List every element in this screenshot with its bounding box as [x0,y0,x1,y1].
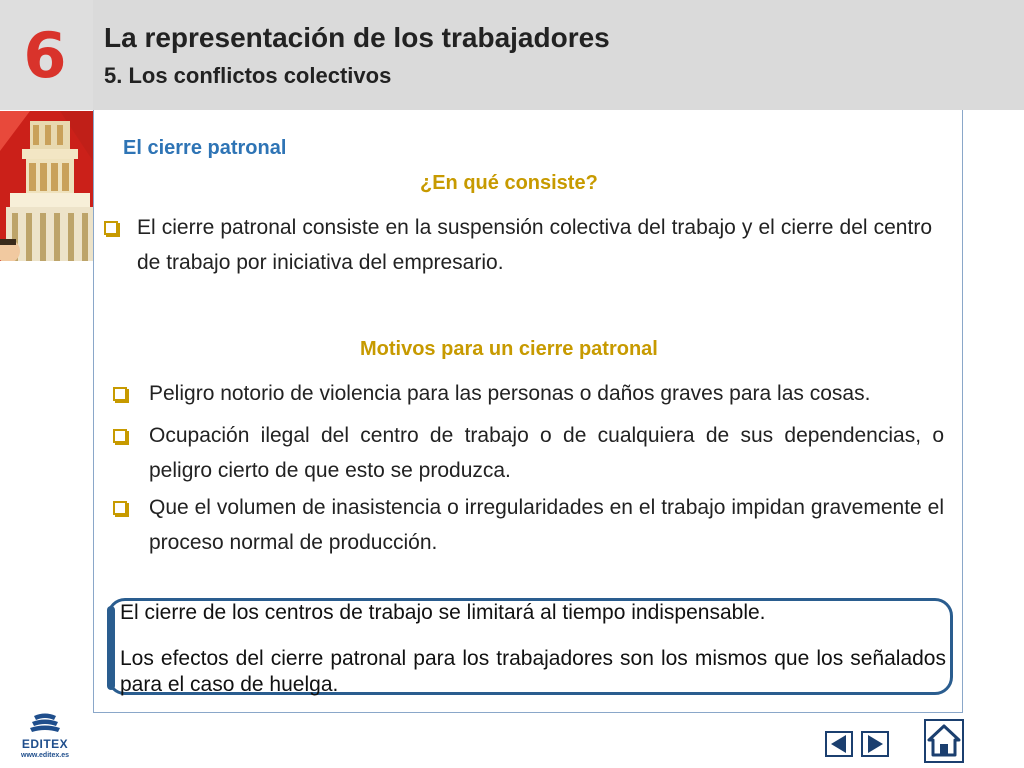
motivo-item: Que el volumen de inasistencia o irregularidades en el trabajo impidan gravemente el proceso normal de producción. [149,496,944,554]
home-icon [926,721,962,761]
building-illustration [0,111,93,261]
home-button[interactable] [924,719,964,763]
logo-url: www.editex.es [21,752,69,759]
checkbox-bullet-icon [113,387,127,401]
chapter-number: 6 [23,19,67,92]
previous-arrow-icon [827,733,851,755]
note-accent-bar [107,606,115,690]
checkbox-bullet-icon [104,221,118,235]
note-line-2: Los efectos del cierre patronal para los trabajadores son los mismos que los señalados para el caso de huelga. [120,647,946,696]
logo-name: EDITEX [21,737,69,751]
checkbox-bullet-icon [113,501,127,515]
question-heading: ¿En qué consiste? [420,172,598,194]
motivo-item: Peligro notorio de violencia para las personas o daños graves para las cosas. [149,382,871,405]
motivo-item: Ocupación ilegal del centro de trabajo o de cualquiera de sus dependencias, o peligro cierto de que esto se produzca. [149,424,944,482]
page-subtitle: 5. Los conflictos colectivos [104,63,392,88]
definition-paragraph: El cierre patronal consiste en la suspensión colectiva del trabajo y el cierre del centro de trabajo por iniciativa del empresario. [137,216,932,274]
header-bar [93,0,1024,110]
checkbox-bullet-icon [113,429,127,443]
previous-button[interactable] [825,731,853,757]
note-line-1: El cierre de los centros de trabajo se limitará al tiempo indispensable. [120,601,766,624]
motivos-heading: Motivos para un cierre patronal [360,338,658,360]
chapter-badge [0,0,93,110]
next-button[interactable] [861,731,889,757]
page-title: La representación de los trabajadores [104,22,610,53]
section-title: El cierre patronal [123,137,287,159]
next-arrow-icon [863,733,887,755]
